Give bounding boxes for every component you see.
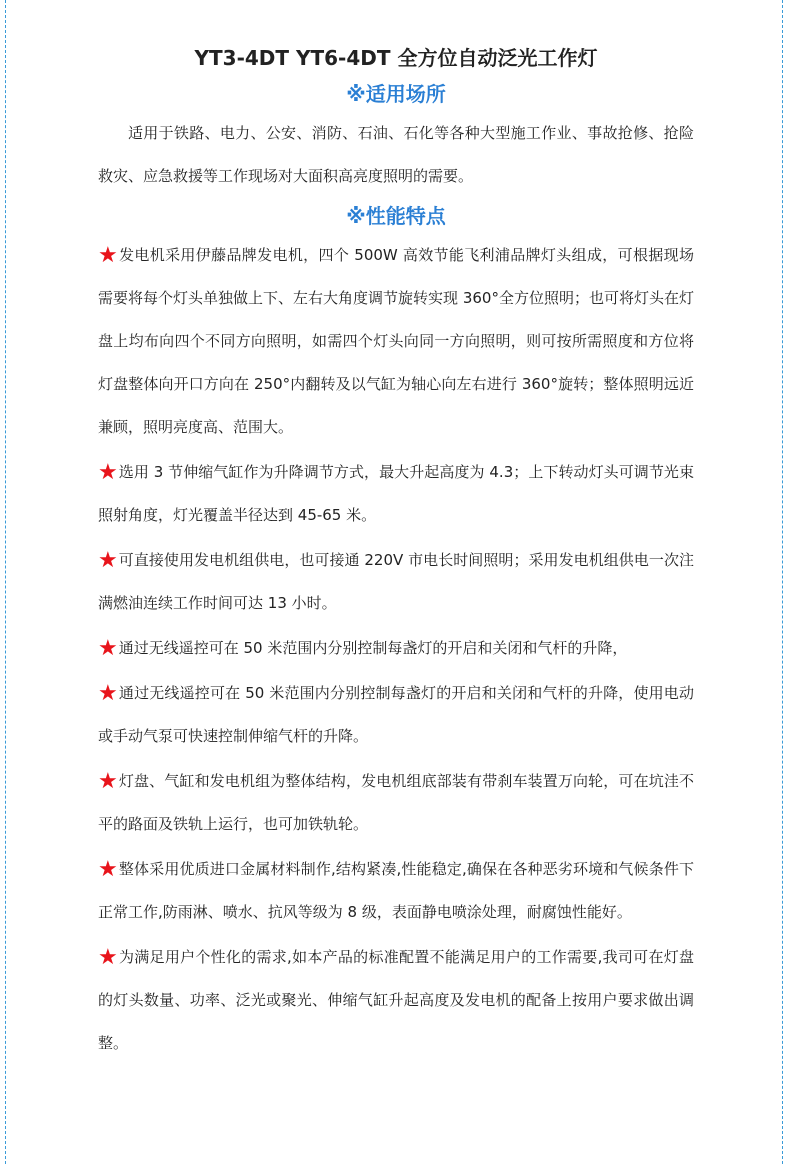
feature-text: 通过无线遥控可在 50 米范围内分别控制每盏灯的开启和关闭和气杆的升降，: [118, 639, 628, 657]
section-heading-applications: ※适用场所: [346, 82, 446, 106]
applications-paragraph: 适用于铁路、电力、公安、消防、石油、石化等各种大型施工作业、事故抢修、抢险救灾、应急救援等工作现场对大面积高亮度照明的需要。: [98, 124, 694, 185]
right-dashed-border: [782, 0, 783, 1164]
feature-item: [98, 627, 694, 670]
feature-item: [98, 539, 694, 625]
feature-item: [98, 672, 694, 758]
left-dashed-border: [5, 0, 6, 1164]
star-icon: ★: [98, 769, 118, 794]
feature-text: 通过无线遥控可在 50 米范围内分别控制每盏灯的开启和关闭和气杆的升降，使用电动或手动气泵可快速控制伸缩气杆的升降。: [98, 684, 694, 745]
star-icon: ★: [98, 636, 118, 661]
star-icon: ★: [98, 548, 118, 573]
product-description: [98, 40, 694, 1065]
page-title: YT3-4DT YT6-4DT 全方位自动泛光工作灯: [194, 46, 598, 70]
section-heading-features: ※性能特点: [346, 204, 446, 228]
feature-item: [98, 936, 694, 1065]
feature-text: 整体采用优质进口金属材料制作,结构紧凑,性能稳定,确保在各种恶劣环境和气候条件下正常工作,防雨淋、喷水、抗风等级为 8 级，表面静电喷涂处理，耐腐蚀性能好。: [98, 860, 694, 921]
feature-text: 发电机采用伊藤品牌发电机，四个 500W 高效节能飞利浦品牌灯头组成，可根据现场需要将每个灯头单独做上下、左右大角度调节旋转实现 360°全方位照明；也可将灯头在灯盘上均布向四个不同方向照明，如需四个灯头向同一方向照明，则可按所需照度和方位将灯盘整体向开口方向在 250°内翻转及以气缸为轴心向左右进行 360°旋转；整体照明远近兼顾，照明亮度高、范围大。: [98, 246, 694, 436]
feature-text: 灯盘、气缸和发电机组为整体结构，发电机组底部装有带刹车装置万向轮，可在坑洼不平的路面及铁轨上运行，也可加铁轨轮。: [98, 772, 694, 833]
star-icon: ★: [98, 460, 118, 485]
feature-text: 选用 3 节伸缩气缸作为升降调节方式，最大升起高度为 4.3；上下转动灯头可调节光束照射角度，灯光覆盖半径达到 45-65 米。: [98, 463, 694, 524]
feature-item: [98, 234, 694, 449]
feature-text: 可直接使用发电机组供电，也可接通 220V 市电长时间照明；采用发电机组供电一次注满燃油连续工作时间可达 13 小时。: [98, 551, 694, 612]
feature-item: [98, 848, 694, 934]
star-icon: ★: [98, 945, 118, 970]
feature-item: [98, 451, 694, 537]
feature-item: [98, 760, 694, 846]
star-icon: ★: [98, 243, 118, 268]
star-icon: ★: [98, 681, 118, 706]
feature-text: 为满足用户个性化的需求,如本产品的标准配置不能满足用户的工作需要,我司可在灯盘的灯头数量、功率、泛光或聚光、伸缩气缸升起高度及发电机的配备上按用户要求做出调整。: [98, 948, 694, 1052]
star-icon: ★: [98, 857, 118, 882]
